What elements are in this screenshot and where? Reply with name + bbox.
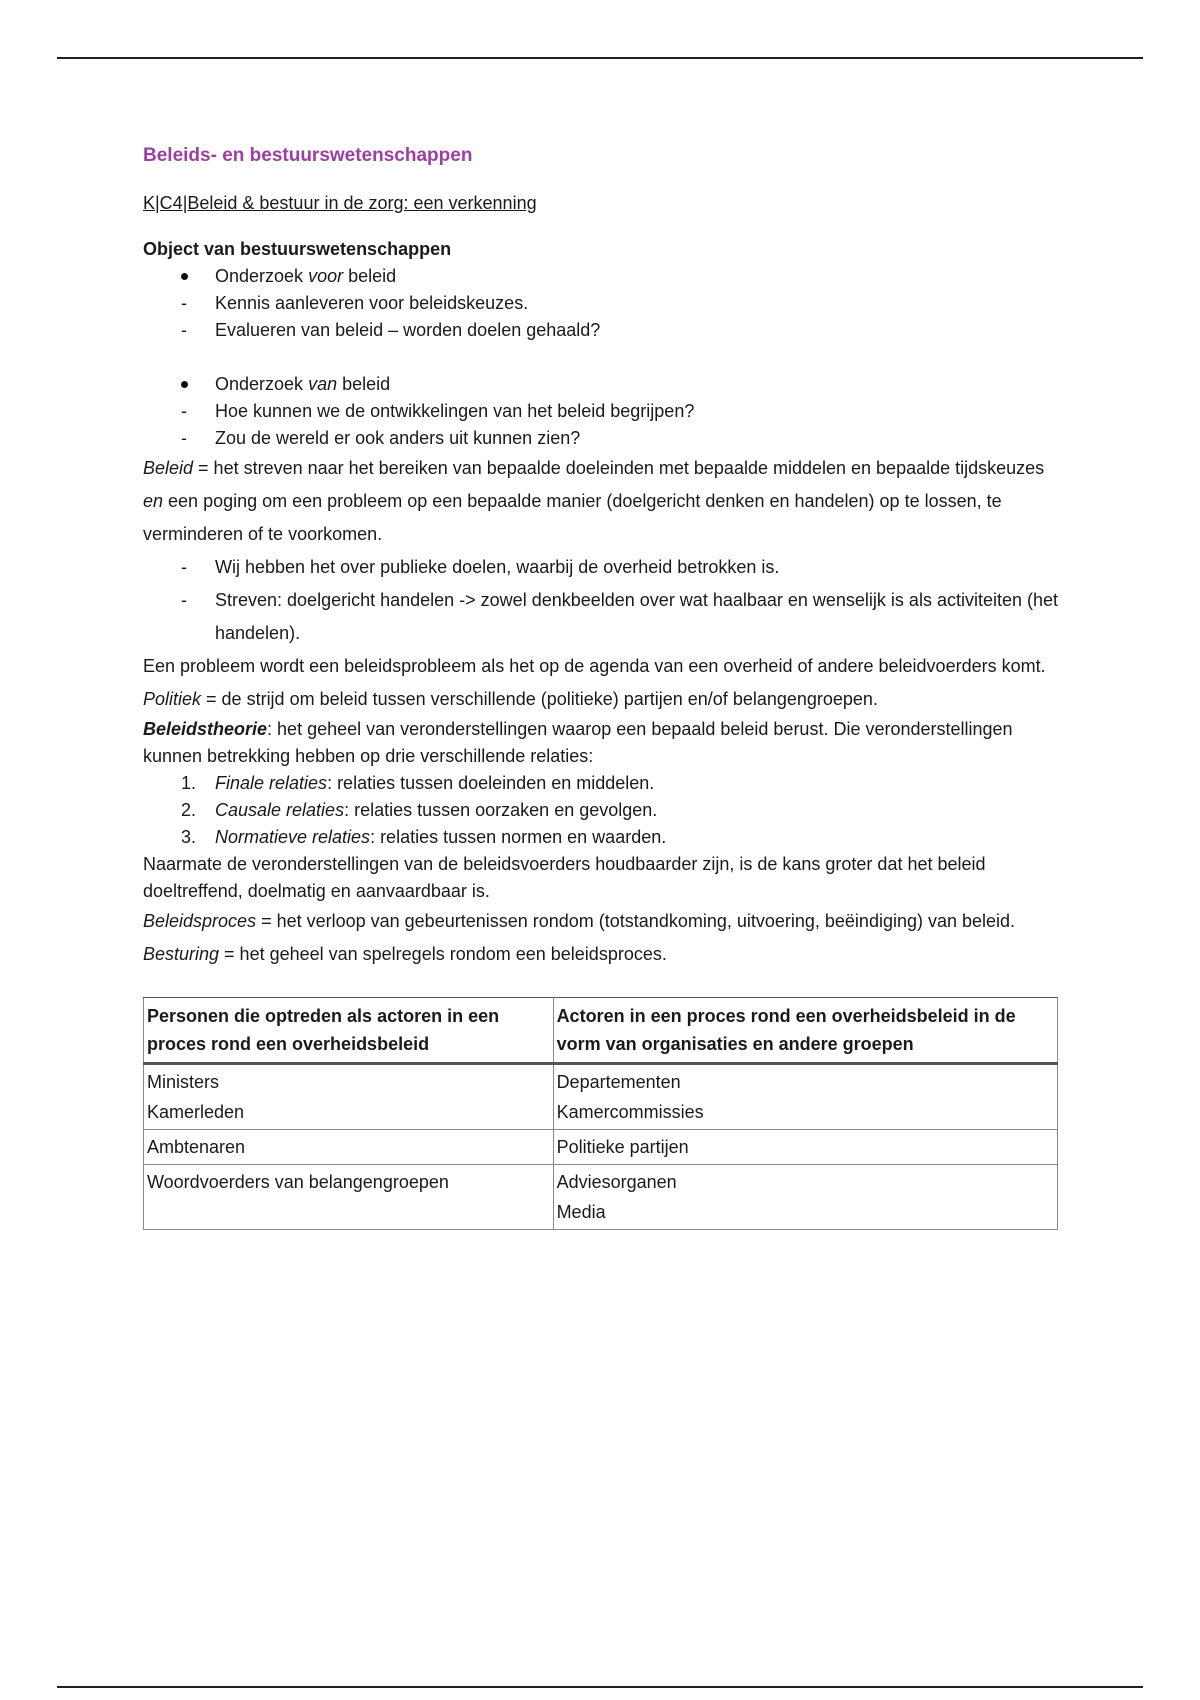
bullet-icon <box>181 263 201 290</box>
definition-beleidstheorie: Beleidstheorie: het geheel van veronderstellingen waarop een bepaald beleid berust. Die veronderstellingen kunnen betrekking hebben op drie verschillende relaties: <box>143 719 1013 766</box>
definition-beleidsproces: Beleidsproces = het verloop van gebeurtenissen rondom (totstandkoming, uitvoering, beëindiging) van beleid. <box>143 911 1016 931</box>
dash-mark: - <box>181 557 187 577</box>
document-title: Beleids- en bestuurswetenschappen <box>143 145 473 166</box>
list-number: 3. <box>181 827 197 847</box>
table-cell: Adviesorganen Media <box>553 1165 1057 1230</box>
header-rule <box>57 57 1143 59</box>
list-item: 2. Causale relaties: relaties tussen oorzaken en gevolgen. <box>143 797 1063 824</box>
list-item: 3. Normatieve relaties: relaties tussen normen en waarden. <box>143 824 1063 851</box>
definition-besturing: Besturing = het geheel van spelregels rondom een beleidsproces. <box>143 944 667 964</box>
table-cell: Woordvoerders van belangengroepen <box>144 1165 554 1230</box>
table-header-cell: Personen die optreden als actoren in een proces rond een overheidsbeleid <box>144 998 554 1064</box>
list-item: - Zou de wereld er ook anders uit kunnen zien? <box>143 425 1063 452</box>
dash-mark: - <box>181 293 187 313</box>
bullet-icon <box>181 371 201 398</box>
table-header-row <box>144 998 1058 1064</box>
table-cell: Politieke partijen <box>553 1130 1057 1165</box>
list-number: 1. <box>181 773 197 793</box>
list-item: Onderzoek voor beleid <box>143 263 1063 290</box>
list-item: - Evalueren van beleid – worden doelen gehaald? <box>143 317 1063 344</box>
list-item: - Hoe kunnen we de ontwikkelingen van het beleid begrijpen? <box>143 398 1063 425</box>
list-number: 2. <box>181 800 197 820</box>
table-cell: Departementen Kamercommissies <box>553 1064 1057 1130</box>
table-row <box>144 1064 1058 1130</box>
object-list <box>143 263 1063 344</box>
section-heading-object: Object van bestuurswetenschappen <box>143 239 452 259</box>
dash-mark: - <box>181 401 187 421</box>
definition-politiek: Politiek = de strijd om beleid tussen verschillende (politieke) partijen en/of belangengroepen. <box>143 689 878 709</box>
table-row <box>144 1165 1058 1230</box>
chapter-subtitle: K|C4|Beleid & bestuur in de zorg: een verkenning <box>143 193 537 213</box>
list-item: Onderzoek van beleid <box>143 371 1063 398</box>
object-list-2 <box>143 371 1063 452</box>
list-item: 1. Finale relaties: relaties tussen doeleinden en middelen. <box>143 770 1063 797</box>
dash-mark: - <box>181 590 187 610</box>
dash-mark: - <box>181 428 187 448</box>
document-body <box>143 138 1063 1230</box>
footer-rule <box>57 1686 1143 1688</box>
actors-table <box>143 997 1058 1230</box>
list-item: - Kennis aanleveren voor beleidskeuzes. <box>143 290 1063 317</box>
beleid-list <box>143 551 1063 650</box>
table-row <box>144 1130 1058 1165</box>
definition-beleid: Beleid = het streven naar het bereiken van bepaalde doeleinden met bepaalde middelen en bepaalde tijdskeuzes en een poging om een probleem op een bepaalde manier (doelgericht denken en handelen) op te lossen, te verminderen of te voorkomen. <box>143 458 1045 544</box>
list-item: - Wij hebben het over publieke doelen, waarbij de overheid betrokken is. <box>143 551 1063 584</box>
relaties-list <box>143 770 1063 851</box>
table-header-cell: Actoren in een proces rond een overheidsbeleid in de vorm van organisaties en andere groepen <box>553 998 1057 1064</box>
paragraph-beleidsprobleem: Een probleem wordt een beleidsprobleem als het op de agenda van een overheid of andere beleidvoerders komt. <box>143 656 1046 676</box>
paragraph-beleidstheorie-conclusion: Naarmate de veronderstellingen van de beleidsvoerders houdbaarder zijn, is de kans groter dat het beleid doeltreffend, doelmatig en aanvaardbaar is. <box>143 854 986 901</box>
dash-mark: - <box>181 320 187 340</box>
list-item: - Streven: doelgericht handelen -> zowel denkbeelden over wat haalbaar en wenselijk is als activiteiten (het handelen). <box>143 584 1063 650</box>
table-cell: Ministers Kamerleden <box>144 1064 554 1130</box>
table-cell: Ambtenaren <box>144 1130 554 1165</box>
